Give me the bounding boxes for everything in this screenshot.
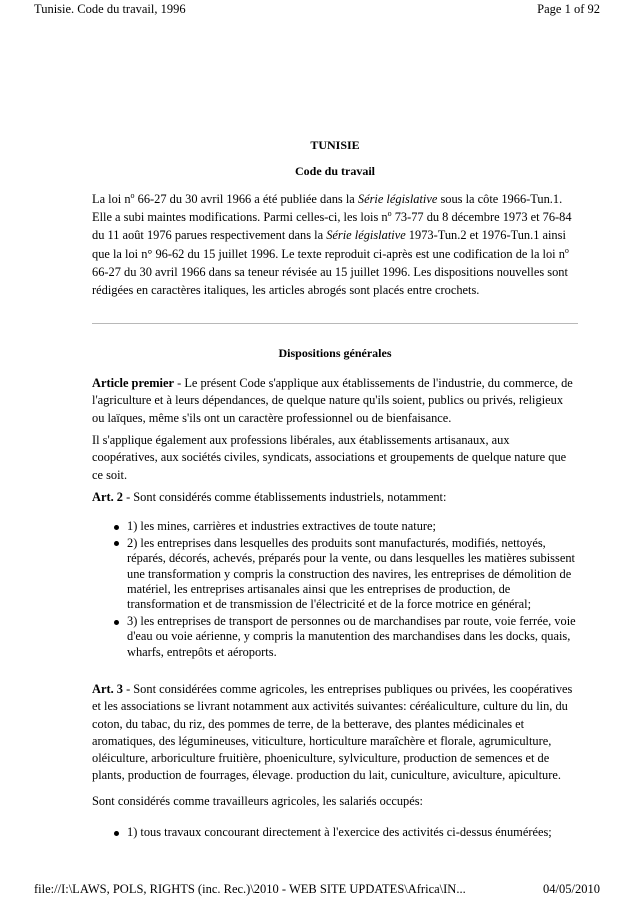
- article-2-text: - Sont considérés comme établissements industriels, notamment:: [122, 490, 447, 504]
- article-3-second-paragraph: Sont considérés comme travailleurs agricoles, les salariés occupés:: [92, 794, 423, 808]
- intro-series-2: Série législative: [326, 228, 406, 243]
- article-2-paragraph: [92, 489, 578, 506]
- list-item: 1) les mines, carrières et industries extractives de toute nature;: [92, 519, 578, 534]
- header-document-title: Tunisie. Code du travail, 1996: [34, 2, 186, 16]
- intro-text-5: 1973-Tun.2 et 1976-Tun.1 ainsi que la loi n° 96-62 du 15 juillet 1996. Le texte reproduit ci-après est une codification de la loi n: [92, 228, 566, 261]
- list-item: 1) tous travaux concourant directement à l'exercice des activités ci-dessus énumérées;: [92, 825, 578, 840]
- intro-text-1: La loi n: [92, 192, 131, 206]
- list-item: 2) les entreprises dans lesquelles des produits sont manufacturés, modifiés, nettoyés, réparés, décorés, achevés, préparés pour la vente, ou dans lesquelles les matières subissent une transformation y compris la construction des navires, les entreprises de démolition de matériel, les entreprises artisanales ainsi que les entreprises de production, de transformation et de transmission de l'électricité et de la force motrice en général;: [92, 536, 578, 613]
- document-code-title: Code du travail: [294, 164, 375, 178]
- article-2-list: [92, 519, 578, 662]
- article-3-paragraph: [92, 681, 578, 785]
- article-3-text: - Sont considérées comme agricoles, les entreprises publiques ou privées, les coopératives et les associations se livrant notamment aux activités suivantes: céréaliculture, culture du lin, du coton, du tabac, du riz, des pommes de terre, de la betterave, des plantes médicinales et aromatiques, des légumineuses, viticulture, horticulture maraîchère et florale, agrumiculture, oléiculture, arboriculture fruitière, phoeniculture, sylviculture, production de semences et de plants, production de fourrages, élevage. production du lait, cuniculture, aviculture, apiculture.: [92, 682, 573, 783]
- intro-text-2: 66-27 du 30 avril 1966 a été publiée dans la: [134, 192, 358, 206]
- article-2-label: Art. 2: [92, 490, 123, 504]
- list-item: 3) les entreprises de transport de personnes ou de marchandises par route, voie ferrée, voie d'eau ou voie aérienne, y compris la manutention des marchandises dans les docks, quais, wharfs, entrepôts et aéroports.: [92, 614, 578, 660]
- article-1-second-paragraph: Il s'applique également aux professions libérales, aux établissements artisanaux, aux coopératives, aux sociétés civiles, syndicats, associations et groupements de quelque nature que ce soit.: [92, 433, 567, 482]
- intro-text-6: 66-27 du 30 avril 1966 dans sa teneur révisée au 15 juillet 1996. Les dispositions nouvelles sont rédigées en caractères italiques, les articles abrogés sont placés entre crochets.: [92, 264, 568, 298]
- header-page-number: Page 1 of 92: [537, 2, 600, 16]
- article-1-text: - Le présent Code s'applique aux établissements de l'industrie, du commerce, de l'agriculture et à leurs dépendances, de quelque nature qu'ils soient, publics ou privés, religieux ou laïques, même s'ils ont un caractère professionnel ou de bienfaisance.: [92, 376, 573, 425]
- intro-superscript-2: o: [387, 209, 392, 219]
- footer-date: 04/05/2010: [543, 882, 600, 896]
- horizontal-divider: [92, 323, 578, 324]
- document-country-title: TUNISIE: [310, 138, 360, 152]
- article-1-label: Article premier: [92, 376, 174, 390]
- intro-text-3: sous la côte 1966-Tun.1. Elle a subi maintes modifications. Parmi celles-ci, les lois n: [92, 192, 563, 225]
- footer-file-path: file://I:\LAWS, POLS, RIGHTS (inc. Rec.)\2010 - WEB SITE UPDATES\Africa\IN...: [34, 882, 466, 896]
- article-3-label: Art. 3: [92, 682, 123, 696]
- intro-series-1: Série législative: [357, 192, 438, 206]
- intro-paragraph: [92, 190, 578, 299]
- intro-superscript-1: o: [130, 191, 135, 200]
- article-1-paragraph: [92, 375, 578, 427]
- intro-superscript-3: o: [564, 245, 569, 255]
- article-3-list: [92, 825, 578, 842]
- intro-text-4: 73-77 du 8 décembre 1973 et 76-84 du 11 août 1976 parues respectivement dans la: [92, 210, 572, 243]
- section-title: Dispositions générales: [278, 346, 392, 360]
